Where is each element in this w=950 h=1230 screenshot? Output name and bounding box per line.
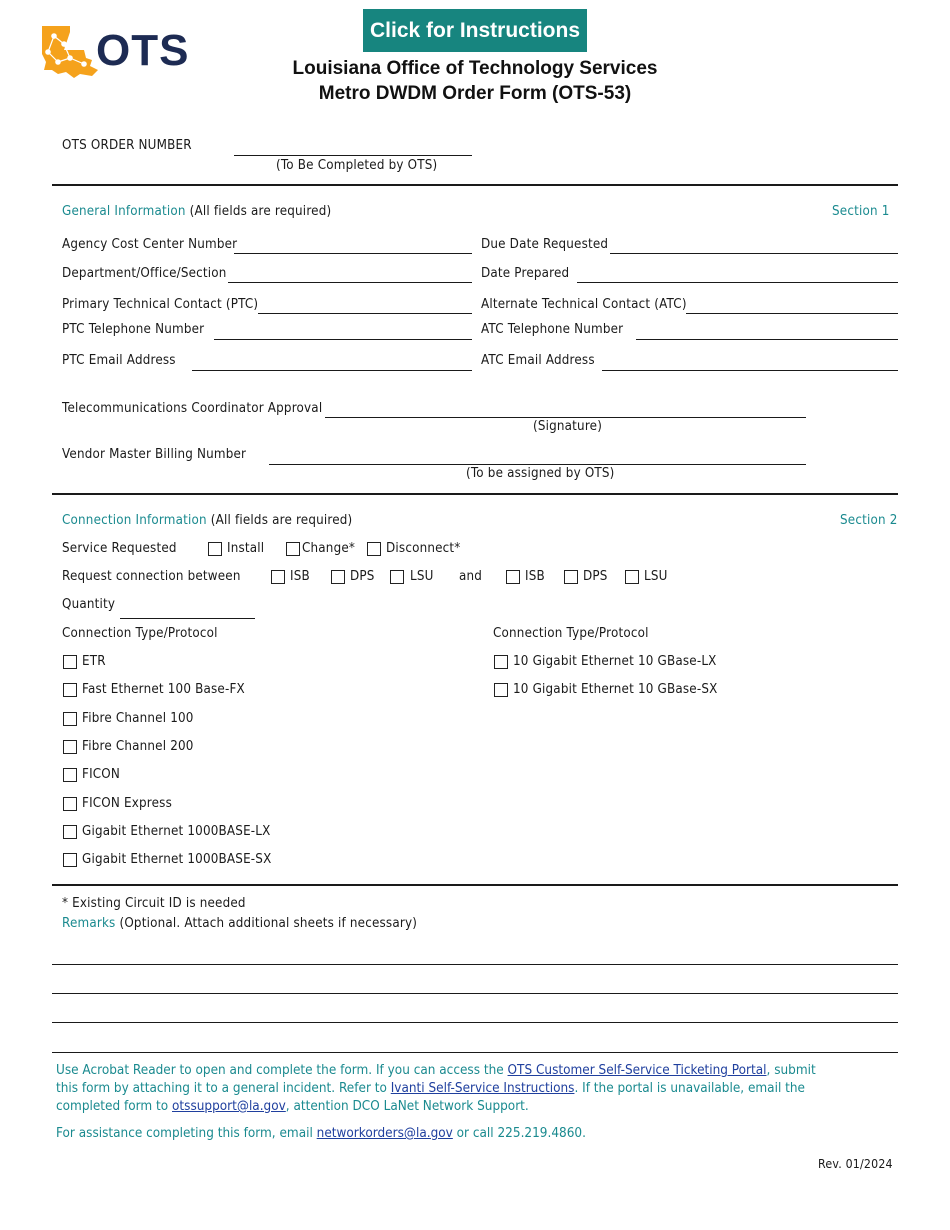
protocol-left-checkbox[interactable] (63, 683, 77, 697)
footer-text: . If the portal is unavailable, email the completed form to (56, 1081, 805, 1114)
section2-heading (62, 513, 352, 528)
due-date-label: Due Date Requested (481, 237, 609, 252)
section2-label: Section 2 (840, 513, 898, 528)
endpoint-b-isb-checkbox[interactable] (506, 570, 520, 584)
revision-label: Rev. 01/2024 (818, 1157, 893, 1171)
ptc-email-field[interactable] (192, 370, 472, 371)
protocol-left-label: Fast Ethernet 100 Base-FX (82, 682, 245, 698)
ptc-phone-field[interactable] (214, 339, 472, 340)
order-number-label: OTS ORDER NUMBER (62, 138, 192, 153)
coordinator-label: Telecommunications Coordinator Approval (62, 401, 323, 416)
ticketing-portal-link[interactable]: OTS Customer Self-Service Ticketing Portal (507, 1063, 767, 1078)
service-requested-label: Service Requested (62, 541, 177, 556)
footer-instructions (56, 1062, 828, 1116)
endpoint-a-dps-checkbox[interactable] (331, 570, 345, 584)
vendor-billing-note: (To be assigned by OTS) (466, 466, 615, 481)
protocol-left-checkbox[interactable] (63, 768, 77, 782)
atc-phone-label: ATC Telephone Number (481, 322, 624, 337)
footer-text: Use Acrobat Reader to open and complete the form. If you can access the (56, 1063, 508, 1078)
install-label: Install (227, 541, 265, 556)
protocol-left-checkbox[interactable] (63, 712, 77, 726)
footer-assistance (56, 1125, 828, 1143)
form-title: Metro DWDM Order Form (OTS-53) (318, 83, 632, 104)
divider (52, 493, 898, 495)
protocol-left-label: FICON (82, 767, 121, 783)
coordinator-signature-field[interactable] (325, 417, 806, 418)
logo-text: OTS (96, 26, 190, 75)
request-between-label: Request connection between (62, 569, 241, 584)
order-number-field[interactable] (234, 155, 472, 156)
ptc-field[interactable] (258, 313, 472, 314)
protocol-left-label: FICON Express (82, 795, 173, 811)
conn-type-left-label: Connection Type/Protocol (62, 626, 218, 641)
protocol-left-label: ETR (82, 654, 106, 669)
protocol-left-label: Gigabit Ethernet 1000BASE-LX (82, 823, 271, 839)
footer-text: For assistance completing this form, email (56, 1126, 317, 1141)
protocol-left-checkbox[interactable] (63, 825, 77, 839)
endpoint-a-isb-label: ISB (290, 569, 310, 584)
date-prepared-label: Date Prepared (481, 266, 570, 281)
and-label: and (459, 569, 483, 584)
atc-email-field[interactable] (602, 370, 898, 371)
vendor-billing-label: Vendor Master Billing Number (62, 447, 247, 462)
department-label: Department/Office/Section (62, 266, 227, 281)
remarks-line[interactable] (52, 1022, 898, 1023)
install-checkbox[interactable] (208, 542, 222, 556)
section1-heading-note: (All fields are required) (189, 204, 332, 219)
protocol-right-checkbox[interactable] (494, 683, 508, 697)
conn-type-right-label: Connection Type/Protocol (493, 626, 649, 641)
atc-field[interactable] (686, 313, 898, 314)
endpoint-a-lsu-label: LSU (410, 569, 434, 584)
quantity-label: Quantity (62, 597, 116, 612)
endpoint-b-lsu-label: LSU (644, 569, 668, 584)
vendor-billing-field[interactable] (269, 464, 806, 465)
ptc-email-label: PTC Email Address (62, 353, 176, 368)
remarks-line[interactable] (52, 993, 898, 994)
department-field[interactable] (228, 282, 472, 283)
change-checkbox[interactable] (286, 542, 300, 556)
page-title: Louisiana Office of Technology Services (292, 58, 658, 79)
divider (52, 1052, 898, 1053)
endpoint-a-dps-label: DPS (350, 569, 375, 584)
section2-heading-text: Connection Information (62, 513, 207, 528)
endpoint-b-dps-label: DPS (583, 569, 608, 584)
instructions-button[interactable]: Click for Instructions (363, 9, 587, 52)
footer-text: or call 225.219.4860. (452, 1126, 586, 1141)
ptc-phone-label: PTC Telephone Number (62, 322, 205, 337)
endpoint-a-isb-checkbox[interactable] (271, 570, 285, 584)
date-prepared-field[interactable] (577, 282, 898, 283)
endpoint-b-dps-checkbox[interactable] (564, 570, 578, 584)
footer-text: , attention DCO LaNet Network Support. (285, 1099, 529, 1114)
protocol-left-checkbox[interactable] (63, 853, 77, 867)
networkorders-email-link[interactable]: networkorders@la.gov (316, 1126, 453, 1141)
remarks-line[interactable] (52, 964, 898, 965)
atc-email-label: ATC Email Address (481, 353, 595, 368)
protocol-left-label: Fibre Channel 200 (82, 738, 194, 754)
disconnect-label: Disconnect* (386, 541, 461, 556)
circuit-id-note: * Existing Circuit ID is needed (62, 896, 246, 911)
ptc-label: Primary Technical Contact (PTC) (62, 297, 259, 312)
signature-note: (Signature) (533, 419, 603, 434)
protocol-left-checkbox[interactable] (63, 740, 77, 754)
section1-label: Section 1 (832, 204, 890, 219)
section1-heading (62, 204, 331, 219)
change-label: Change* (302, 541, 356, 556)
agency-cost-center-field[interactable] (234, 253, 472, 254)
quantity-field[interactable] (120, 618, 255, 619)
divider (52, 184, 898, 186)
protocol-right-label: 10 Gigabit Ethernet 10 GBase-SX (513, 682, 718, 698)
protocol-left-label: Fibre Channel 100 (82, 710, 194, 726)
protocol-left-label: Gigabit Ethernet 1000BASE-SX (82, 852, 272, 868)
agency-cost-center-label: Agency Cost Center Number (62, 237, 238, 252)
remarks-heading-note: (Optional. Attach additional sheets if necessary) (119, 916, 418, 931)
protocol-right-checkbox[interactable] (494, 655, 508, 669)
endpoint-b-isb-label: ISB (525, 569, 545, 584)
atc-phone-field[interactable] (636, 339, 898, 340)
due-date-field[interactable] (610, 253, 898, 254)
ivanti-instructions-link[interactable]: Ivanti Self-Service Instructions (390, 1081, 575, 1096)
remarks-heading (62, 916, 417, 931)
protocol-left-checkbox[interactable] (63, 655, 77, 669)
protocol-right-label: 10 Gigabit Ethernet 10 GBase-LX (513, 654, 717, 669)
endpoint-a-lsu-checkbox[interactable] (390, 570, 404, 584)
order-number-note: (To Be Completed by OTS) (276, 158, 438, 173)
protocol-left-checkbox[interactable] (63, 797, 77, 811)
footer-text: , submit this form by attaching it to a general incident. Refer to (56, 1063, 816, 1096)
otssupport-email-link[interactable]: otssupport@la.gov (172, 1099, 286, 1114)
remarks-heading-text: Remarks (62, 916, 116, 931)
atc-label: Alternate Technical Contact (ATC) (481, 297, 687, 312)
disconnect-checkbox[interactable] (367, 542, 381, 556)
endpoint-b-lsu-checkbox[interactable] (625, 570, 639, 584)
section2-heading-note: (All fields are required) (210, 513, 353, 528)
divider (52, 884, 898, 886)
section1-heading-text: General Information (62, 204, 186, 219)
